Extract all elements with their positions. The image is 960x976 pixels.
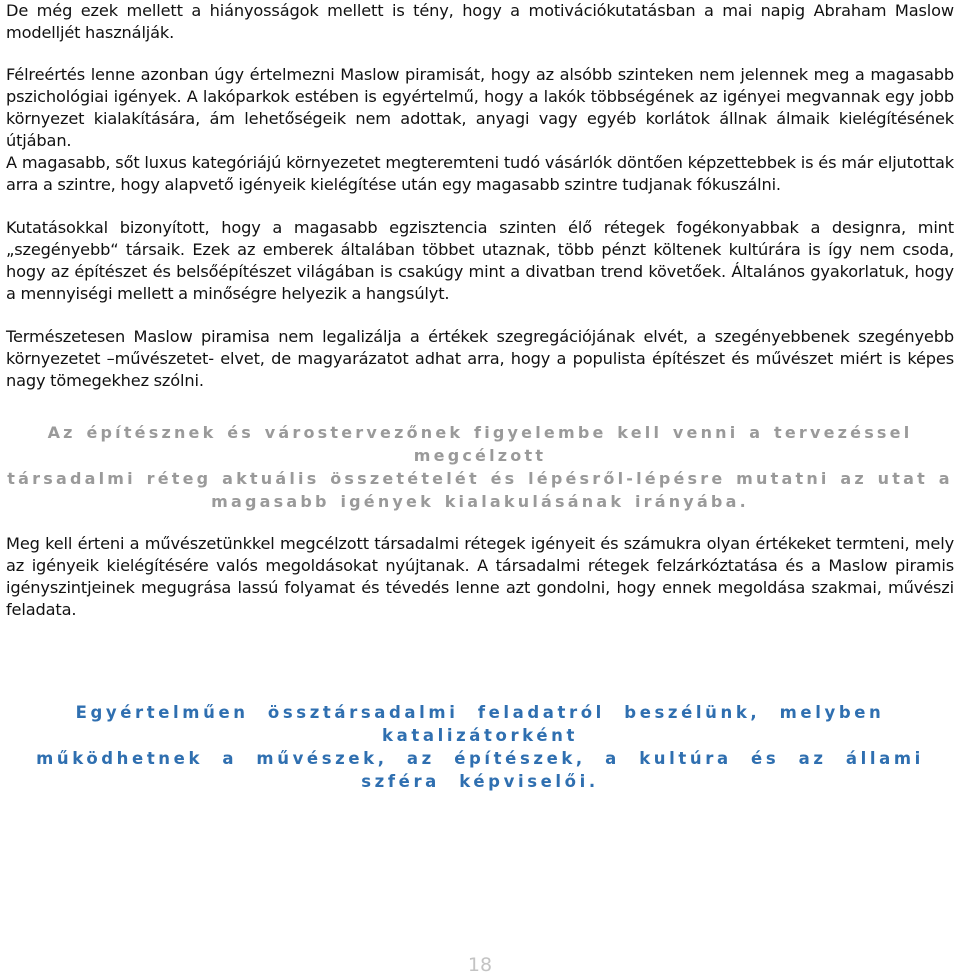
highlight-quote-line: működhetnek a művészek, az építészek, a kultúra és az állami szféra képviselői. (36, 749, 924, 791)
paragraph-motivation-research: De még ezek mellett a hiányosságok mellett is tény, hogy a motivációkutatásban a mai napig Abraham Maslow modelljét használják. (6, 1, 954, 42)
highlight-quote-architects (6, 421, 954, 513)
highlight-quote-society (6, 701, 954, 793)
highlight-quote-line: Egyértelműen össztársadalmi feladatról beszélünk, melyben katalizátorként (75, 703, 885, 745)
highlight-quote-line: Az építésznek és várostervezőnek figyelembe kell venni a tervezéssel megcélzott (47, 423, 913, 465)
highlight-quote-line: magasabb igények kialakulásának irányába. (211, 492, 749, 511)
paragraph-maslow-segregation: Természetesen Maslow piramisa nem legalizálja a értékek szegregációjának elvét, a szegényebbenek szegényebb környezetet –művészetet- elvet, de magyarázatot adhat arra, hogy a populista építészet és művészet miért is képes nagy tömegekhez szólni. (6, 327, 954, 390)
page-number: 18 (467, 954, 493, 976)
highlight-quote-line: társadalmi réteg aktuális összetételét és lépésről-lépésre mutatni az utat a (7, 469, 953, 488)
paragraph-design-receptivity: Kutatásokkal bizonyított, hogy a magasabb egzisztencia szinten élő rétegek fogékonyabbak a designra, mint „szegényebb“ társaik. Ezek az emberek általában többet utaznak, több pénzt költenek kultúrára is így nem csoda, hogy az építészet és belsőépítészet világában is csakúgy mint a divatban trend követőek. Általános gyakorlatuk, hogy a mennyiségi mellett a minőségre helyezik a hangsúlyt. (6, 218, 954, 303)
paragraph-luxury-buyers: A magasabb, sőt luxus kategóriájú környezetet megteremteni tudó vásárlók döntően képzettebbek is és már eljutottak arra a szintre, hogy alapvető igényeik kielégítése után egy magasabb szintre tudjanak fókuszálni. (6, 153, 954, 194)
document-page (6, 0, 954, 793)
paragraph-maslow-misinterpretation: Félreértés lenne azonban úgy értelmezni Maslow piramisát, hogy az alsóbb szinteken nem jelennek meg a magasabb pszichológiai igények. A lakóparkok estében is egyértelmű, hogy a lakók többségének az igényei megvannak egy jobb környezet kialakítására, ám lehetőségeik nem adottak, anyagi vagy egyéb korlátok állnak álmaik kielégítésének útjában. (6, 65, 954, 150)
paragraph-target-groups: Meg kell érteni a művészetünkkel megcélzott társadalmi rétegek igényeit és számukra olyan értékeket termteni, mely az igényeik kielégítésére valós megoldásokat nyújtanak. A társadalmi rétegek felzárkóztatása és a Maslow piramis igényszintjeinek megugrása lassú folyamat és tévedés lenne azt gondolni, hogy ennek megoldása szakmai, művészi feladata. (6, 534, 954, 619)
